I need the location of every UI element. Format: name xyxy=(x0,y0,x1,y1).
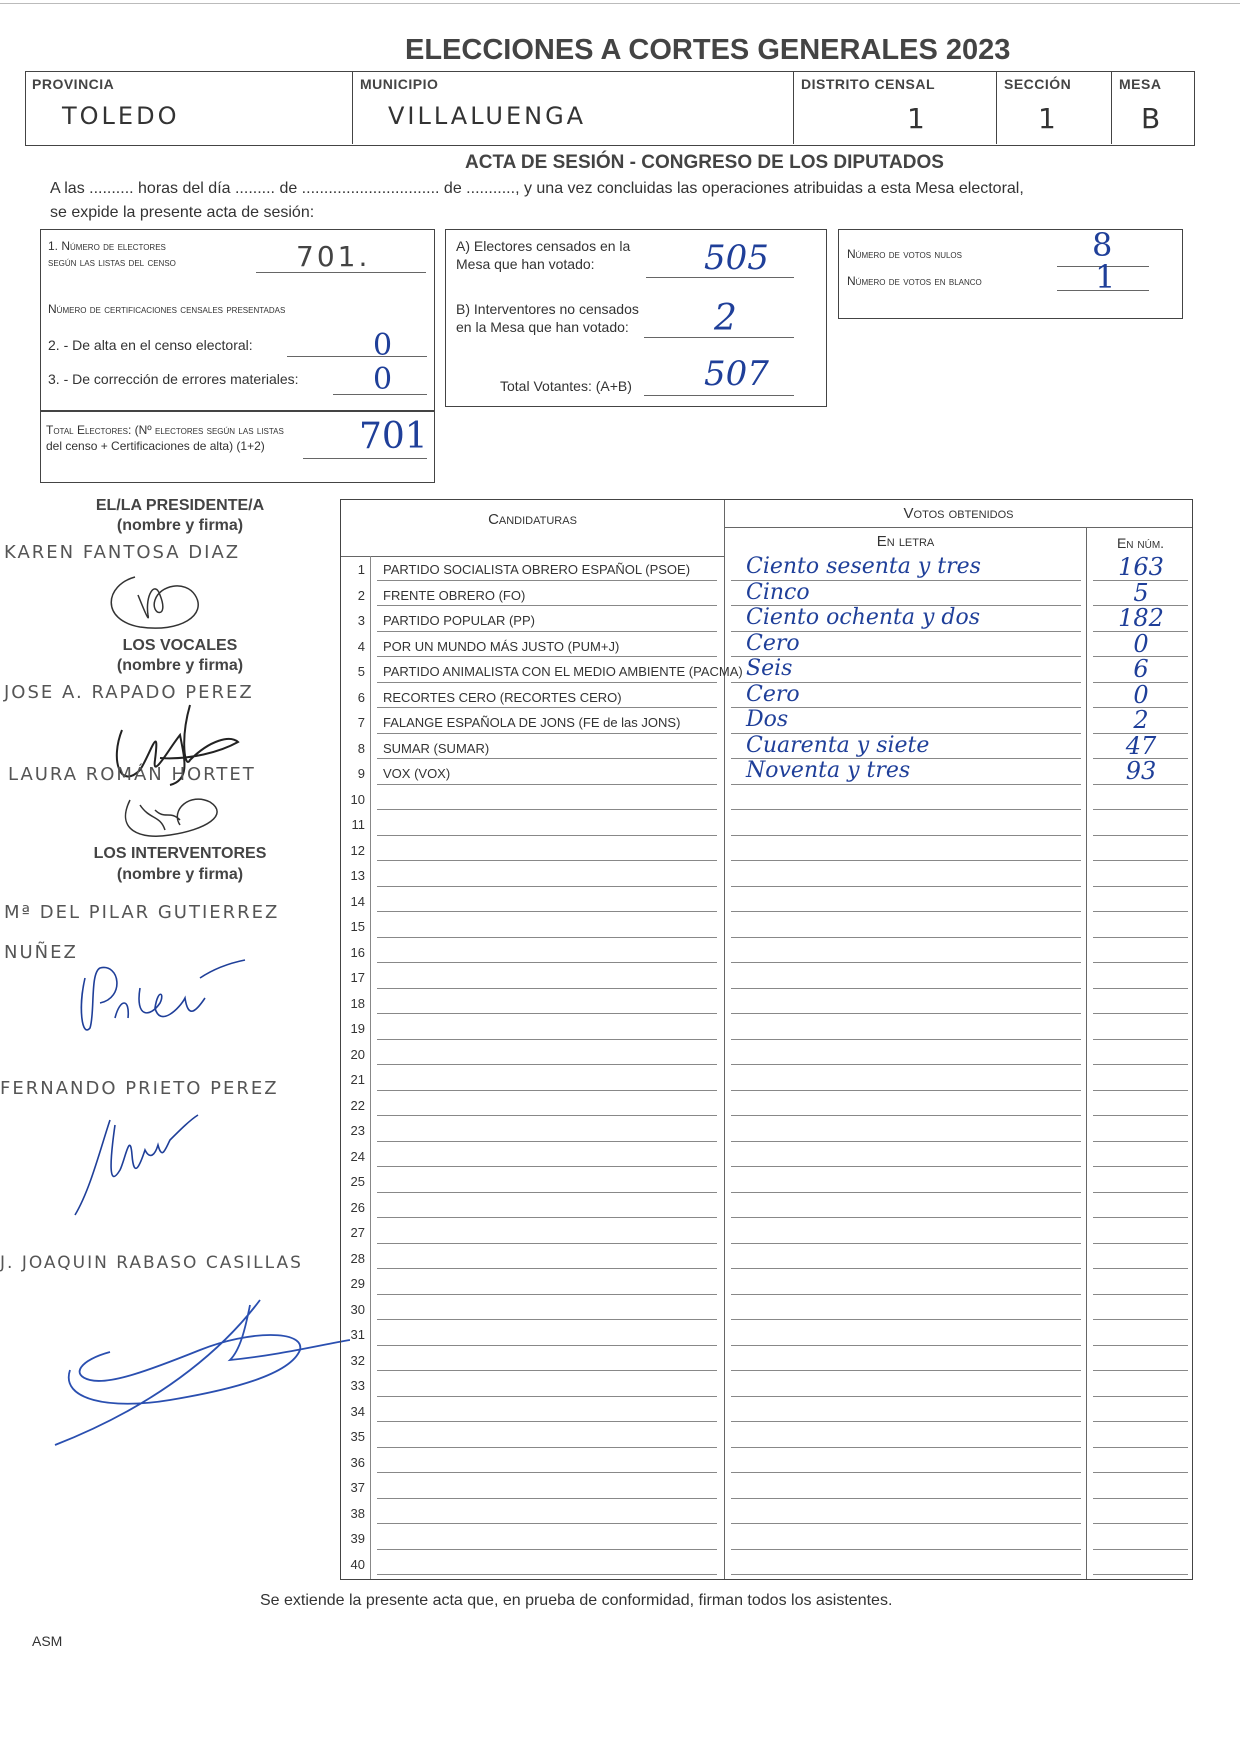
row-line-candidatura xyxy=(377,809,717,810)
row-line-letra xyxy=(731,835,1081,836)
header-cell-municipio xyxy=(354,72,794,144)
row-number: 9 xyxy=(357,766,365,781)
row-number: 27 xyxy=(350,1225,365,1240)
row-line-numero xyxy=(1093,1192,1188,1193)
row-number: 5 xyxy=(357,664,365,679)
row-line-letra xyxy=(731,1319,1081,1320)
row-number: 18 xyxy=(350,995,365,1011)
row-number: 30 xyxy=(350,1301,365,1317)
col-rule-letra xyxy=(724,500,725,1579)
row-line-candidatura xyxy=(377,656,717,657)
row-line-candidatura xyxy=(377,605,717,606)
row-line-candidatura xyxy=(377,886,717,887)
votantes-total-label: Total Votantes: (A+B) xyxy=(500,378,632,394)
row-line-candidatura xyxy=(377,1345,717,1346)
row-number: 34 xyxy=(350,1403,365,1419)
interventor1-signature xyxy=(70,958,250,1048)
row-line-letra xyxy=(731,1421,1081,1422)
row-line-numero xyxy=(1093,962,1188,963)
row-line-numero xyxy=(1093,784,1188,785)
votantes-total-underline xyxy=(644,395,794,396)
votos-en-letra: Dos xyxy=(746,707,789,732)
row-line-candidatura xyxy=(377,1192,717,1193)
row-number: 39 xyxy=(350,1531,365,1546)
row-line-candidatura xyxy=(377,1268,717,1269)
correccion-label: 3. - De corrección de errores materiales: xyxy=(48,371,299,387)
vocal1-signature xyxy=(100,700,250,800)
alta-label: 2. - De alta en el censo electoral: xyxy=(48,337,253,353)
distrito-value: 1 xyxy=(907,102,928,135)
n1-label-b: según las listas del censo xyxy=(48,255,176,269)
distrito-label: DISTRITO CENSAL xyxy=(801,76,936,92)
header-cell-mesa xyxy=(1113,72,1193,144)
votos-en-letra: Ciento sesenta y tres xyxy=(746,554,981,579)
row-line-letra xyxy=(731,1396,1081,1397)
provincia-label: PROVINCIA xyxy=(32,76,115,92)
row-number: 23 xyxy=(350,1123,365,1138)
interventor1-name-a: Mª DEL PILAR GUTIERREZ xyxy=(4,902,280,923)
candidatura-name: PARTIDO POPULAR (PP) xyxy=(383,613,535,628)
row-number: 12 xyxy=(350,842,365,858)
row-line-candidatura xyxy=(377,1447,717,1448)
presidente-title: EL/LA PRESIDENTE/A xyxy=(95,497,265,514)
nulos-value: 8 xyxy=(1092,226,1113,264)
letra-header: En letra xyxy=(876,533,935,550)
row-line-numero xyxy=(1093,1039,1188,1040)
row-line-numero xyxy=(1093,1243,1188,1244)
interventor2-name: FERNANDO PRIETO PEREZ xyxy=(0,1078,279,1099)
row-line-candidatura xyxy=(377,1370,717,1371)
row-number: 36 xyxy=(350,1454,365,1470)
votantes-a-value: 505 xyxy=(704,238,769,278)
row-line-candidatura xyxy=(377,911,717,912)
row-number: 15 xyxy=(350,919,365,934)
row-line-letra xyxy=(731,911,1081,912)
row-line-numero xyxy=(1093,860,1188,861)
alta-underline xyxy=(287,356,427,357)
blanco-label: Número de votos en blanco xyxy=(847,274,982,288)
row-line-letra xyxy=(731,1345,1081,1346)
row-line-candidatura xyxy=(377,784,717,785)
num-header: En núm. xyxy=(1116,535,1165,551)
votos-header: Votos obtenidos xyxy=(903,505,1014,522)
row-line-letra xyxy=(731,1498,1081,1499)
votantes-b-value: 2 xyxy=(714,298,737,339)
total-electores-box xyxy=(40,411,435,483)
row-number: 10 xyxy=(350,791,365,807)
nulos-label: Número de votos nulos xyxy=(847,247,962,261)
row-number: 29 xyxy=(350,1276,365,1291)
row-line-numero xyxy=(1093,1115,1188,1116)
candidatura-name: FALANGE ESPAÑOLA DE JONS (FE de las JONS) xyxy=(383,715,681,730)
row-number: 7 xyxy=(357,715,365,730)
row-number: 28 xyxy=(350,1250,365,1266)
row-number: 13 xyxy=(350,868,365,883)
row-number: 31 xyxy=(350,1327,365,1342)
votos-en-letra: Noventa y tres xyxy=(746,758,911,783)
vocales-title: LOS VOCALES xyxy=(122,637,238,654)
footer-text: Se extiende la presente acta que, en prueba de conformidad, firman todos los asistentes. xyxy=(260,1592,893,1609)
votos-en-numero: 2 xyxy=(1133,706,1149,734)
row-line-letra xyxy=(731,1574,1081,1575)
votantes-box xyxy=(445,229,827,407)
n1-value: 701. xyxy=(296,240,371,273)
correccion-value: 0 xyxy=(373,362,393,397)
row-line-letra xyxy=(731,1268,1081,1269)
row-number: 37 xyxy=(350,1480,365,1495)
presidente-signature xyxy=(100,565,210,640)
row-number: 16 xyxy=(350,944,365,960)
row-line-numero xyxy=(1093,1319,1188,1320)
row-line-candidatura xyxy=(377,1090,717,1091)
vocal2-name: LAURA ROMÁN HORTET xyxy=(8,764,256,785)
votos-en-letra: Ciento ochenta y dos xyxy=(746,605,981,630)
candidatura-name: SUMAR (SUMAR) xyxy=(383,740,490,756)
votos-en-numero: 0 xyxy=(1133,680,1149,709)
row-line-numero xyxy=(1093,1370,1188,1371)
row-number: 22 xyxy=(350,1097,365,1113)
row-line-candidatura xyxy=(377,860,717,861)
row-line-candidatura xyxy=(377,1166,717,1167)
row-line-letra xyxy=(731,1523,1081,1524)
row-line-letra xyxy=(731,988,1081,989)
row-number: 32 xyxy=(350,1352,365,1368)
seccion-label: SECCIÓN xyxy=(1004,76,1072,92)
votos-en-numero: 6 xyxy=(1133,655,1149,683)
row-number: 20 xyxy=(350,1046,365,1062)
row-line-numero xyxy=(1093,1549,1188,1550)
votos-en-letra: Cero xyxy=(746,681,800,707)
vocal2-signature xyxy=(110,790,230,845)
row-number: 17 xyxy=(350,970,365,985)
row-line-candidatura xyxy=(377,580,717,581)
results-table xyxy=(340,499,1193,1580)
row-number: 26 xyxy=(350,1199,365,1215)
row-line-letra xyxy=(731,1217,1081,1218)
votos-en-numero: 163 xyxy=(1118,553,1164,581)
row-line-letra xyxy=(731,962,1081,963)
row-line-numero xyxy=(1093,1268,1188,1269)
row-line-numero xyxy=(1093,835,1188,836)
candidatura-name: FRENTE OBRERO (FO) xyxy=(383,587,526,603)
row-line-letra xyxy=(731,809,1081,810)
interventor3-name: J. JOAQUIN RABASO CASILLAS xyxy=(0,1253,303,1273)
col-rule-numeric xyxy=(1086,527,1087,1579)
row-line-letra xyxy=(731,937,1081,938)
votos-en-letra: Seis xyxy=(746,656,793,681)
row-line-candidatura xyxy=(377,1421,717,1422)
row-number: 19 xyxy=(350,1021,365,1036)
row-line-numero xyxy=(1093,1574,1188,1575)
row-number: 6 xyxy=(357,689,365,705)
row-line-letra xyxy=(731,1064,1081,1065)
electores-box xyxy=(40,229,435,411)
top-rule xyxy=(0,3,1240,4)
header-cell-provincia xyxy=(26,72,353,144)
row-number: 4 xyxy=(357,638,365,654)
n1-label-a: 1. Número de electores xyxy=(48,239,166,253)
row-line-candidatura xyxy=(377,733,717,734)
row-line-candidatura xyxy=(377,1523,717,1524)
row-line-numero xyxy=(1093,1166,1188,1167)
row-number: 3 xyxy=(357,613,365,628)
votos-en-letra: Cero xyxy=(746,630,800,656)
row-number: 11 xyxy=(351,817,365,832)
votos-en-letra: Cuarenta y siete xyxy=(746,732,930,758)
row-line-numero xyxy=(1093,1064,1188,1065)
row-line-candidatura xyxy=(377,835,717,836)
row-line-letra xyxy=(731,1115,1081,1116)
row-line-candidatura xyxy=(377,1498,717,1499)
acta-title: ACTA DE SESIÓN - CONGRESO DE LOS DIPUTADOS xyxy=(465,152,944,173)
alta-value: 0 xyxy=(373,328,393,363)
row-line-numero xyxy=(1093,1447,1188,1448)
row-line-candidatura xyxy=(377,1319,717,1320)
votantes-total-value: 507 xyxy=(704,354,769,394)
mesa-label: MESA xyxy=(1119,76,1162,92)
table-header-candidaturas xyxy=(341,500,725,557)
row-line-candidatura xyxy=(377,682,717,683)
row-line-numero xyxy=(1093,809,1188,810)
row-line-numero xyxy=(1093,1013,1188,1014)
row-line-candidatura xyxy=(377,1243,717,1244)
intro-line-2: se expide la presente acta de sesión: xyxy=(50,204,315,221)
row-line-candidatura xyxy=(377,1396,717,1397)
header-box xyxy=(25,71,1195,146)
row-number: 25 xyxy=(350,1174,365,1189)
row-line-candidatura xyxy=(377,937,717,938)
municipio-label: MUNICIPIO xyxy=(360,76,439,92)
row-line-numero xyxy=(1093,1396,1188,1397)
row-line-numero xyxy=(1093,911,1188,912)
row-line-numero xyxy=(1093,1217,1188,1218)
row-line-numero xyxy=(1093,1345,1188,1346)
candidatura-name: VOX (VOX) xyxy=(383,766,451,781)
col-rule-num xyxy=(370,556,371,1579)
row-number: 1 xyxy=(357,562,365,577)
row-line-letra xyxy=(731,1013,1081,1014)
row-line-letra xyxy=(731,1192,1081,1193)
total-electores-underline xyxy=(303,458,427,459)
interventor3-signature xyxy=(50,1290,350,1450)
interventores-subtitle: (nombre y firma) xyxy=(116,866,244,883)
row-line-candidatura xyxy=(377,1039,717,1040)
row-line-letra xyxy=(731,1039,1081,1040)
row-line-letra xyxy=(731,784,1081,785)
form-code: ASM xyxy=(32,1633,63,1649)
presidente-name: KAREN FANTOSA DIAZ xyxy=(4,542,241,563)
row-line-candidatura xyxy=(377,988,717,989)
votantes-a-label-a: A) Electores censados en la xyxy=(456,238,631,254)
votos-en-numero: 47 xyxy=(1125,731,1157,760)
interventores-title: LOS INTERVENTORES xyxy=(93,845,267,862)
row-line-numero xyxy=(1093,988,1188,989)
row-line-numero xyxy=(1093,1141,1188,1142)
row-line-numero xyxy=(1093,1294,1188,1295)
nulos-blanco-box xyxy=(838,226,1183,319)
intro-line-1: A las .......... horas del día ......... de ............................... de ..........., y una vez concluidas las operaciones atribuidas a esta Mesa electoral, xyxy=(50,180,1024,197)
row-line-letra xyxy=(731,860,1081,861)
row-line-numero xyxy=(1093,886,1188,887)
vocales-subtitle: (nombre y firma) xyxy=(116,657,244,674)
candidatura-name: PARTIDO SOCIALISTA OBRERO ESPAÑOL (PSOE) xyxy=(383,562,691,577)
row-line-letra xyxy=(731,1472,1081,1473)
total-electores-label-b: del censo + Certificaciones de alta) (1+2) xyxy=(46,439,265,453)
row-number: 38 xyxy=(350,1505,365,1521)
row-number: 21 xyxy=(350,1072,365,1087)
row-line-candidatura xyxy=(377,707,717,708)
row-line-numero xyxy=(1093,1090,1188,1091)
row-line-candidatura xyxy=(377,1472,717,1473)
row-line-letra xyxy=(731,1549,1081,1550)
row-number: 14 xyxy=(350,893,365,909)
row-line-candidatura xyxy=(377,758,717,759)
seccion-value: 1 xyxy=(1038,102,1059,135)
total-electores-value: 701 xyxy=(359,416,428,457)
votantes-b-label-b: en la Mesa que han votado: xyxy=(456,319,629,335)
row-line-candidatura xyxy=(377,1294,717,1295)
total-electores-label-a: Total Electores: (Nº electores según las listas xyxy=(46,423,284,437)
document-title: ELECCIONES A CORTES GENERALES 2023 xyxy=(405,34,1011,66)
interventor2-signature xyxy=(70,1110,200,1220)
candidatura-name: POR UN MUNDO MÁS JUSTO (PUM+J) xyxy=(383,638,620,654)
row-line-candidatura xyxy=(377,1217,717,1218)
row-line-numero xyxy=(1093,1421,1188,1422)
row-line-candidatura xyxy=(377,631,717,632)
row-number: 33 xyxy=(350,1378,365,1393)
row-number: 8 xyxy=(357,740,365,756)
row-line-letra xyxy=(731,1166,1081,1167)
row-line-letra xyxy=(731,1294,1081,1295)
row-number: 24 xyxy=(350,1148,365,1164)
votantes-a-label-b: Mesa que han votado: xyxy=(456,256,595,272)
vocal1-name: JOSE A. RAPADO PEREZ xyxy=(4,682,254,703)
row-line-letra xyxy=(731,1090,1081,1091)
row-line-numero xyxy=(1093,1523,1188,1524)
votos-en-numero: 93 xyxy=(1125,757,1157,785)
row-number: 35 xyxy=(350,1429,365,1444)
votos-en-numero: 182 xyxy=(1118,604,1164,632)
row-number: 40 xyxy=(350,1556,365,1572)
blanco-value: 1 xyxy=(1095,258,1116,296)
row-line-letra xyxy=(731,1447,1081,1448)
votos-en-letra: Cinco xyxy=(746,579,810,605)
row-line-numero xyxy=(1093,937,1188,938)
row-line-letra xyxy=(731,886,1081,887)
provincia-value: TOLEDO xyxy=(62,102,180,130)
votos-en-numero: 5 xyxy=(1133,578,1149,607)
row-line-candidatura xyxy=(377,1013,717,1014)
header-cell-seccion xyxy=(998,72,1112,144)
cert-label: Número de certificaciones censales presentadas xyxy=(48,302,286,316)
row-line-letra xyxy=(731,1243,1081,1244)
municipio-value: VILLALUENGA xyxy=(388,102,587,130)
header-cell-distrito xyxy=(795,72,997,144)
row-line-numero xyxy=(1093,1498,1188,1499)
votantes-b-label-a: B) Interventores no censados xyxy=(456,301,639,317)
mesa-value: B xyxy=(1141,102,1164,135)
row-line-candidatura xyxy=(377,1064,717,1065)
row-line-candidatura xyxy=(377,1549,717,1550)
presidente-subtitle: (nombre y firma) xyxy=(116,517,244,534)
row-line-letra xyxy=(731,1141,1081,1142)
row-line-candidatura xyxy=(377,1574,717,1575)
votos-en-numero: 0 xyxy=(1133,629,1149,658)
candidatura-name: PARTIDO ANIMALISTA CON EL MEDIO AMBIENTE (PACMA) xyxy=(383,664,743,679)
row-line-candidatura xyxy=(377,962,717,963)
row-line-letra xyxy=(731,1370,1081,1371)
row-line-numero xyxy=(1093,1472,1188,1473)
candidatura-name: RECORTES CERO (RECORTES CERO) xyxy=(383,689,622,705)
row-number: 2 xyxy=(357,587,365,603)
row-line-candidatura xyxy=(377,1115,717,1116)
candidaturas-header: Candidaturas xyxy=(488,511,577,528)
table-header-votos xyxy=(725,500,1192,528)
row-line-candidatura xyxy=(377,1141,717,1142)
interventor1-name-b: NUÑEZ xyxy=(4,942,78,963)
